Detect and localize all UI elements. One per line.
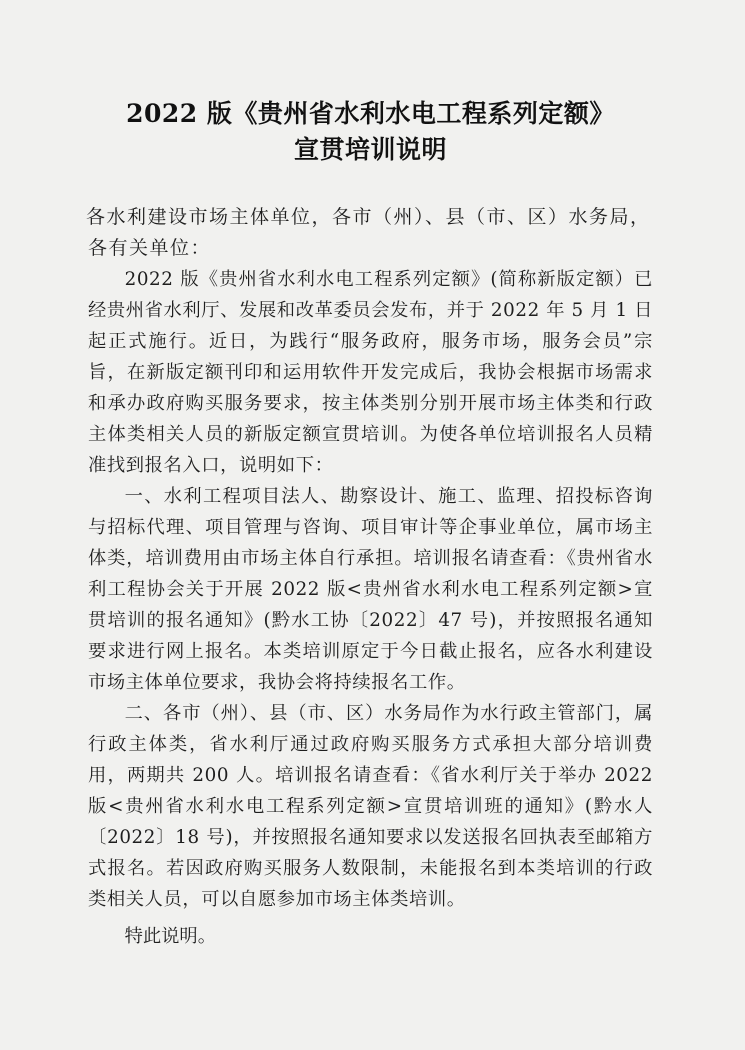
paragraph-intro: 2022 版《贵州省水利水电工程系列定额》(简称新版定额）已经贵州省水利厅、发展和改革委员会发布，并于 2022 年 5 月 1 日起正式施行。近日，为践行“服务政府，服务市场，服务会员”宗旨，在新版定额刊印和运用软件开发完成后，我协会根据市场需求和承办政府购买服务要求，按主体类别分别开展市场主体类和行政主体类相关人员的新版定额宣贯培训。为使各单位培训报名人员精准找到报名入口，说明如下： xyxy=(88,269,654,476)
closing-remark: 特此说明。 xyxy=(124,926,216,947)
title-line-1: 2022 版《贵州省水利水电工程系列定额》 xyxy=(126,99,615,128)
title-line-2: 宣贯培训说明 xyxy=(293,135,447,164)
salutation-line-2: 各有关单位： xyxy=(88,237,212,259)
document-title xyxy=(88,96,653,168)
salutation-line-1: 各水利建设市场主体单位，各市（州）、县（市、区）水务局， xyxy=(86,206,651,228)
paragraph-item-1: 一、水利工程项目法人、勘察设计、施工、监理、招投标咨询与招标代理、项目管理与咨询、项目审计等企事业单位，属市场主体类，培训费用由市场主体自行承担。培训报名请查看：《贵州省水利工程协会关于开展 2022 版<贵州省水利水电工程系列定额>宣贯培训的报名通知》(黔水工协〔2022〕47 号)，并按照报名通知要求进行网上报名。本类培训原定于今日截止报名，应各水利建设市场主体单位要求，我协会将持续报名工作。 xyxy=(88,486,653,693)
paragraph-item-2: 二、各市（州）、县（市、区）水务局作为水行政主管部门，属行政主体类，省水利厅通过政府购买服务方式承担大部分培训费用，两期共 200 人。培训报名请查看：《省水利厅关于举办 2022 版<贵州省水利水电工程系列定额>宣贯培训班的通知》(黔水人〔2022〕18 号)，并按照报名通知要求以发送报名回执表至邮箱方式报名。若因政府购买服务人数限制，未能报名到本类培训的行政类相关人员，可以自愿参加市场主体类培训。 xyxy=(88,703,653,910)
salutation xyxy=(88,202,653,264)
